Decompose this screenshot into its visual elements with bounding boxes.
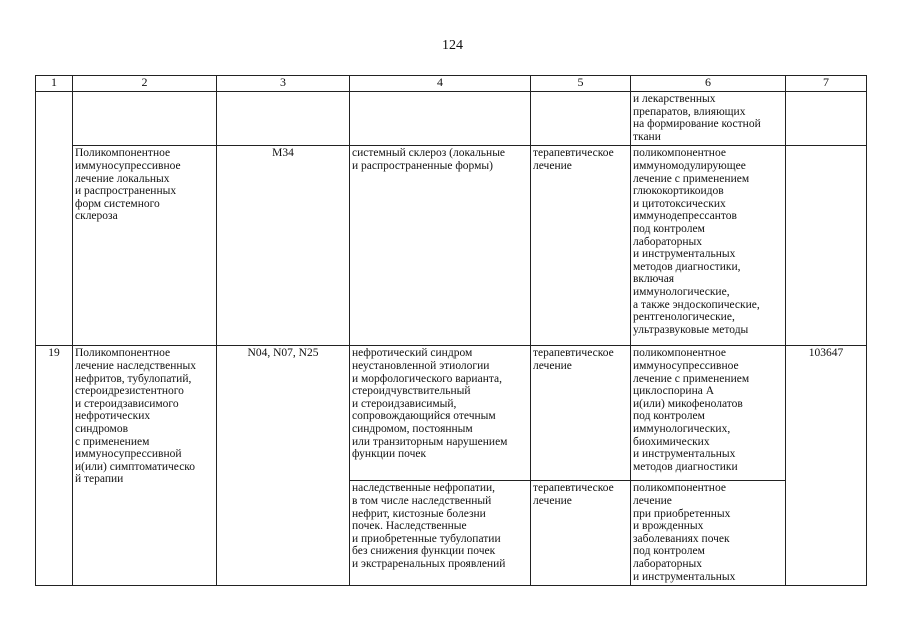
method-cell: поликомпонентное иммуносупрессивное лечение с применением циклоспорина А и(или) микофенолатов под контролем иммунологических, биохимических и инструментальных методов диагностики [631, 346, 786, 481]
model-cell [350, 92, 531, 146]
method-cell: поликомпонентное иммуномодулирующее лечение с применением глюкокортикоидов и цитотоксических иммунодепрессантов под контролем лабораторных и инструментальных методов диагностики, включая иммунологические, а также эндоскопические, рентгенологические, ультразвуковые методы [631, 146, 786, 346]
medical-care-table [35, 75, 867, 586]
model-cell: наследственные нефропатии, в том числе наследственный нефрит, кистозные болезни почек. Наследственные и приобретенные тубулопатии без снижения функции почек и экстраренальных проявлений [350, 481, 531, 586]
method-cell: поликомпонентное лечение при приобретенных и врожденных заболеваниях почек под контролем лабораторных и инструментальных [631, 481, 786, 586]
col-header-2: 2 [73, 76, 217, 92]
col-header-7: 7 [786, 76, 867, 92]
model-cell: нефротический синдром неустановленной этиологии и морфологического варианта, стероидчувствительный и стероидзависимый, сопровождающийся отечным синдромом, постоянным или транзиторным нарушением функции почек [350, 346, 531, 481]
row-number-cell [36, 92, 73, 346]
treatment-name-cell: Поликомпонентное иммуносупрессивное лечение локальных и распространенных форм системного склероза [73, 146, 217, 346]
treatment-type-cell: терапевтическое лечение [531, 481, 631, 586]
table-row [36, 92, 867, 146]
treatment-type-cell [531, 92, 631, 146]
treatment-name-cell [73, 92, 217, 146]
table-row [36, 146, 867, 346]
row-number-cell: 19 [36, 346, 73, 586]
treatment-type-cell: терапевтическое лечение [531, 346, 631, 481]
model-cell: системный склероз (локальные и распространенные формы) [350, 146, 531, 346]
col-header-4: 4 [350, 76, 531, 92]
table-row [36, 346, 867, 481]
col-header-3: 3 [217, 76, 350, 92]
cost-cell [786, 146, 867, 346]
table-header-row [36, 76, 867, 92]
col-header-5: 5 [531, 76, 631, 92]
treatment-name-cell: Поликомпонентное лечение наследственных нефритов, тубулопатий, стероидрезистентного и стероидзависимого нефротических синдромов с применением иммуносупрессивной и(или) симптоматическо й терапии [73, 346, 217, 586]
method-cell: и лекарственных препаратов, влияющих на формирование костной ткани [631, 92, 786, 146]
icd-code-cell [217, 92, 350, 146]
icd-code-cell: N04, N07, N25 [217, 346, 350, 586]
col-header-1: 1 [36, 76, 73, 92]
icd-code-cell: M34 [217, 146, 350, 346]
col-header-6: 6 [631, 76, 786, 92]
cost-cell: 103647 [786, 346, 867, 586]
cost-cell [786, 92, 867, 146]
treatment-type-cell: терапевтическое лечение [531, 146, 631, 346]
page-number: 124 [442, 38, 463, 53]
